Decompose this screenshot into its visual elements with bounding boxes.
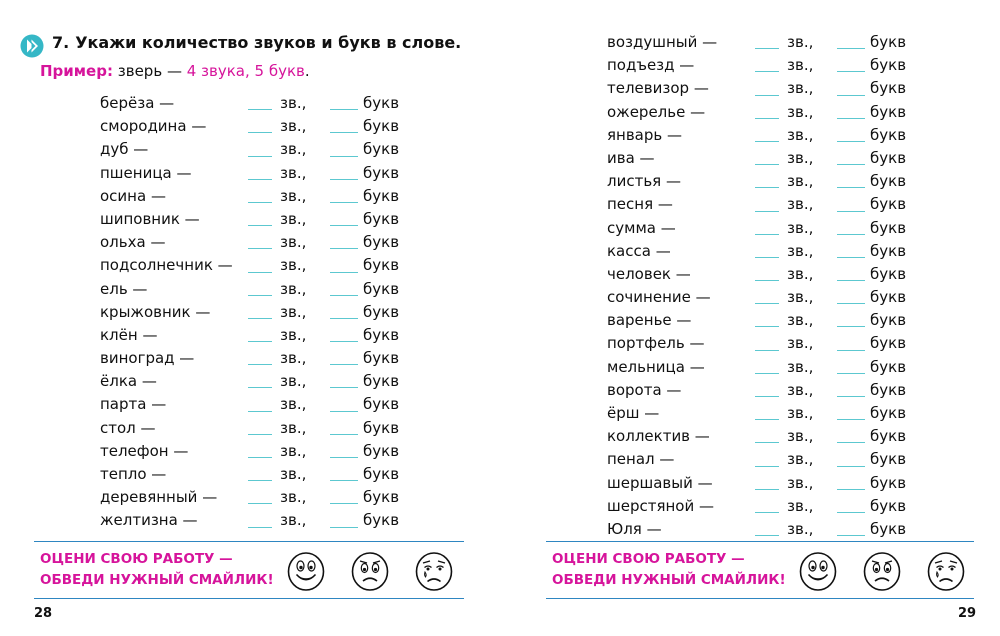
sounds-answer-blank[interactable] bbox=[755, 280, 779, 281]
sounds-label: зв., bbox=[787, 102, 814, 121]
word: ива — bbox=[607, 148, 655, 167]
sounds-answer-blank[interactable] bbox=[755, 489, 779, 490]
letters-answer-blank[interactable] bbox=[837, 95, 865, 96]
word: стол — bbox=[100, 418, 156, 437]
sounds-answer-blank[interactable] bbox=[755, 512, 779, 513]
sounds-label: зв., bbox=[280, 117, 307, 136]
letters-answer-blank[interactable] bbox=[330, 480, 358, 481]
letters-answer-blank[interactable] bbox=[330, 248, 358, 249]
letters-answer-blank[interactable] bbox=[837, 396, 865, 397]
word: шерстяной — bbox=[607, 496, 714, 515]
word-row bbox=[607, 77, 927, 100]
sounds-label: зв., bbox=[787, 311, 814, 330]
sounds-answer-blank[interactable] bbox=[248, 364, 272, 365]
sounds-answer-blank[interactable] bbox=[755, 535, 779, 536]
sounds-answer-blank[interactable] bbox=[248, 387, 272, 388]
letters-label: букв bbox=[363, 395, 400, 414]
sounds-answer-blank[interactable] bbox=[755, 350, 779, 351]
sounds-label: зв., bbox=[787, 79, 814, 98]
word: подъезд — bbox=[607, 56, 695, 75]
self-assessment-text bbox=[40, 549, 274, 591]
self-assessment-line1: ОЦЕНИ СВОЮ РАБОТУ — bbox=[552, 551, 745, 567]
letters-label: букв bbox=[870, 218, 907, 237]
letters-answer-blank[interactable] bbox=[330, 457, 358, 458]
letters-answer-blank[interactable] bbox=[330, 156, 358, 157]
letters-label: букв bbox=[870, 148, 907, 167]
sounds-label: зв., bbox=[280, 256, 307, 275]
sounds-answer-blank[interactable] bbox=[755, 234, 779, 235]
letters-answer-blank[interactable] bbox=[837, 164, 865, 165]
sounds-label: зв., bbox=[280, 302, 307, 321]
letters-label: букв bbox=[870, 288, 907, 307]
word-row bbox=[607, 286, 927, 309]
word: сочинение — bbox=[607, 288, 711, 307]
letters-answer-blank[interactable] bbox=[837, 257, 865, 258]
sounds-answer-blank[interactable] bbox=[755, 95, 779, 96]
self-assessment-line2: ОБВЕДИ НУЖНЫЙ СМАЙЛИК! bbox=[552, 572, 786, 588]
letters-answer-blank[interactable] bbox=[837, 48, 865, 49]
word-row bbox=[607, 518, 927, 541]
word: варенье — bbox=[607, 311, 692, 330]
sad-face-icon[interactable] bbox=[350, 550, 390, 592]
page-number-left: 28 bbox=[34, 606, 53, 621]
letters-answer-blank[interactable] bbox=[330, 225, 358, 226]
word-row bbox=[607, 379, 927, 402]
letters-label: букв bbox=[870, 172, 907, 191]
task-arrow-icon bbox=[20, 34, 44, 58]
sounds-label: зв., bbox=[787, 473, 814, 492]
sounds-answer-blank[interactable] bbox=[248, 295, 272, 296]
letters-answer-blank[interactable] bbox=[837, 535, 865, 536]
letters-label: букв bbox=[870, 496, 907, 515]
word: воздушный — bbox=[607, 33, 718, 51]
word: телевизор — bbox=[607, 79, 709, 98]
word-row bbox=[100, 463, 420, 486]
letters-label: букв bbox=[870, 311, 907, 330]
crying-face-icon[interactable] bbox=[414, 550, 454, 592]
sounds-label: зв., bbox=[787, 357, 814, 376]
word-row bbox=[100, 370, 420, 393]
sounds-label: зв., bbox=[787, 404, 814, 422]
letters-label: букв bbox=[870, 473, 907, 492]
sounds-label: зв., bbox=[787, 380, 814, 399]
word: коллектив — bbox=[607, 427, 710, 446]
word: январь — bbox=[607, 125, 682, 144]
word-row bbox=[607, 54, 927, 77]
letters-label: букв bbox=[870, 380, 907, 399]
letters-answer-blank[interactable] bbox=[330, 341, 358, 342]
sounds-label: зв., bbox=[280, 209, 307, 228]
word-row bbox=[607, 263, 927, 286]
letters-answer-blank[interactable] bbox=[837, 71, 865, 72]
sounds-answer-blank[interactable] bbox=[755, 118, 779, 119]
sounds-label: зв., bbox=[787, 33, 814, 51]
word: парта — bbox=[100, 395, 167, 414]
letters-label: букв bbox=[870, 125, 907, 144]
word-row bbox=[607, 217, 927, 240]
letters-label: букв bbox=[363, 209, 400, 228]
sounds-label: зв., bbox=[280, 488, 307, 507]
word-row bbox=[607, 147, 927, 170]
letters-answer-blank[interactable] bbox=[837, 466, 865, 467]
sounds-answer-blank[interactable] bbox=[755, 187, 779, 188]
letters-label: букв bbox=[870, 427, 907, 446]
letters-answer-blank[interactable] bbox=[837, 303, 865, 304]
sounds-answer-blank[interactable] bbox=[755, 141, 779, 142]
word-row bbox=[607, 101, 927, 124]
letters-label: букв bbox=[870, 241, 907, 260]
word-row bbox=[100, 208, 420, 231]
word: осина — bbox=[100, 186, 166, 205]
letters-answer-blank[interactable] bbox=[330, 109, 358, 110]
word-row bbox=[100, 185, 420, 208]
sounds-answer-blank[interactable] bbox=[248, 132, 272, 133]
sounds-answer-blank[interactable] bbox=[755, 419, 779, 420]
sounds-answer-blank[interactable] bbox=[248, 156, 272, 157]
word: ель — bbox=[100, 279, 148, 298]
letters-answer-blank[interactable] bbox=[837, 280, 865, 281]
sounds-label: зв., bbox=[280, 233, 307, 252]
task-number: 7. bbox=[52, 33, 70, 52]
letters-answer-blank[interactable] bbox=[837, 326, 865, 327]
sounds-answer-blank[interactable] bbox=[248, 341, 272, 342]
self-assessment-line2: ОБВЕДИ НУЖНЫЙ СМАЙЛИК! bbox=[40, 572, 274, 588]
sounds-label: зв., bbox=[787, 427, 814, 446]
sounds-answer-blank[interactable] bbox=[755, 211, 779, 212]
letters-label: букв bbox=[363, 488, 400, 507]
sounds-answer-blank[interactable] bbox=[755, 303, 779, 304]
letters-label: букв bbox=[363, 163, 400, 182]
word: касса — bbox=[607, 241, 671, 260]
letters-label: букв bbox=[363, 256, 400, 275]
sounds-answer-blank[interactable] bbox=[755, 164, 779, 165]
sounds-answer-blank[interactable] bbox=[755, 326, 779, 327]
word: листья — bbox=[607, 172, 681, 191]
word: Юля — bbox=[607, 519, 662, 538]
sounds-answer-blank[interactable] bbox=[755, 71, 779, 72]
letters-label: букв bbox=[870, 450, 907, 469]
word: смородина — bbox=[100, 117, 207, 136]
letters-label: букв bbox=[363, 140, 400, 159]
word-row bbox=[607, 309, 927, 332]
page-number-right: 29 bbox=[958, 606, 977, 621]
letters-label: букв bbox=[870, 334, 907, 353]
letters-answer-blank[interactable] bbox=[837, 211, 865, 212]
letters-answer-blank[interactable] bbox=[330, 132, 358, 133]
sounds-label: зв., bbox=[280, 372, 307, 391]
sounds-label: зв., bbox=[280, 441, 307, 460]
letters-label: букв bbox=[363, 279, 400, 298]
sounds-answer-blank[interactable] bbox=[248, 503, 272, 504]
crying-face-icon[interactable] bbox=[926, 550, 966, 592]
letters-label: букв bbox=[363, 441, 400, 460]
sounds-answer-blank[interactable] bbox=[248, 527, 272, 528]
letters-label: букв bbox=[363, 372, 400, 391]
word-row bbox=[100, 301, 420, 324]
sounds-label: зв., bbox=[280, 279, 307, 298]
word-row bbox=[100, 417, 420, 440]
letters-label: букв bbox=[870, 33, 907, 51]
task-title: Укажи количество звуков и букв в слове. bbox=[75, 33, 462, 52]
sounds-answer-blank[interactable] bbox=[248, 179, 272, 180]
word-row bbox=[100, 486, 420, 509]
self-assessment-line1: ОЦЕНИ СВОЮ РАБОТУ — bbox=[40, 551, 233, 567]
letters-answer-blank[interactable] bbox=[837, 442, 865, 443]
word-row bbox=[100, 138, 420, 161]
letters-label: букв bbox=[363, 117, 400, 136]
letters-answer-blank[interactable] bbox=[837, 512, 865, 513]
sounds-label: зв., bbox=[787, 288, 814, 307]
word-row bbox=[607, 332, 927, 355]
letters-answer-blank[interactable] bbox=[837, 141, 865, 142]
word-row bbox=[607, 495, 927, 518]
word-list-left bbox=[100, 92, 420, 533]
letters-label: букв bbox=[363, 325, 400, 344]
sounds-label: зв., bbox=[280, 140, 307, 159]
sounds-answer-blank[interactable] bbox=[248, 109, 272, 110]
sounds-answer-blank[interactable] bbox=[755, 396, 779, 397]
word: тепло — bbox=[100, 465, 167, 483]
word-row bbox=[100, 324, 420, 347]
happy-face-icon[interactable] bbox=[286, 550, 326, 592]
word-row bbox=[607, 356, 927, 379]
word-row bbox=[100, 509, 420, 532]
self-assessment-box bbox=[34, 541, 464, 599]
happy-face-icon[interactable] bbox=[798, 550, 838, 592]
word-row bbox=[607, 193, 927, 216]
letters-label: букв bbox=[363, 186, 400, 205]
sounds-answer-blank[interactable] bbox=[248, 318, 272, 319]
word-row bbox=[100, 393, 420, 416]
sounds-answer-blank[interactable] bbox=[248, 411, 272, 412]
letters-answer-blank[interactable] bbox=[330, 411, 358, 412]
word: ёрш — bbox=[607, 404, 660, 422]
sounds-answer-blank[interactable] bbox=[248, 248, 272, 249]
letters-answer-blank[interactable] bbox=[837, 350, 865, 351]
letters-answer-blank[interactable] bbox=[330, 179, 358, 180]
sounds-label: зв., bbox=[787, 450, 814, 469]
letters-answer-blank[interactable] bbox=[330, 202, 358, 203]
word-row bbox=[607, 425, 927, 448]
sounds-label: зв., bbox=[280, 163, 307, 182]
letters-label: букв bbox=[870, 264, 907, 283]
self-assessment-text bbox=[552, 549, 786, 591]
example-word: зверь — bbox=[117, 62, 182, 80]
word-row bbox=[607, 448, 927, 471]
word: портфель — bbox=[607, 334, 705, 353]
word: человек — bbox=[607, 264, 691, 283]
word: ворота — bbox=[607, 380, 682, 399]
sounds-label: зв., bbox=[787, 496, 814, 515]
word: песня — bbox=[607, 195, 673, 214]
sounds-answer-blank[interactable] bbox=[248, 202, 272, 203]
letters-label: букв bbox=[363, 511, 400, 530]
sounds-label: зв., bbox=[787, 125, 814, 144]
word: пшеница — bbox=[100, 163, 192, 182]
example-letters: 5 букв bbox=[254, 62, 305, 80]
sounds-label: зв., bbox=[787, 334, 814, 353]
sounds-answer-blank[interactable] bbox=[755, 257, 779, 258]
sounds-label: зв., bbox=[787, 56, 814, 75]
word-row bbox=[100, 440, 420, 463]
letters-answer-blank[interactable] bbox=[837, 373, 865, 374]
letters-answer-blank[interactable] bbox=[837, 419, 865, 420]
word-row bbox=[607, 402, 927, 425]
word-row bbox=[100, 231, 420, 254]
word: пенал — bbox=[607, 450, 675, 469]
letters-label: букв bbox=[363, 418, 400, 437]
sounds-answer-blank[interactable] bbox=[248, 480, 272, 481]
word: берёза — bbox=[100, 94, 175, 112]
letters-answer-blank[interactable] bbox=[330, 527, 358, 528]
sounds-answer-blank[interactable] bbox=[248, 272, 272, 273]
letters-answer-blank[interactable] bbox=[837, 187, 865, 188]
sounds-label: зв., bbox=[787, 172, 814, 191]
sounds-label: зв., bbox=[280, 465, 307, 483]
word: шиповник — bbox=[100, 209, 200, 228]
sounds-label: зв., bbox=[280, 395, 307, 414]
sounds-label: зв., bbox=[787, 264, 814, 283]
sounds-label: зв., bbox=[787, 519, 814, 538]
sounds-answer-blank[interactable] bbox=[755, 373, 779, 374]
task-heading bbox=[52, 33, 461, 52]
sounds-answer-blank[interactable] bbox=[755, 466, 779, 467]
example-label: Пример: bbox=[40, 62, 113, 80]
sounds-label: зв., bbox=[280, 94, 307, 112]
letters-answer-blank[interactable] bbox=[330, 503, 358, 504]
word: дуб — bbox=[100, 140, 149, 159]
word-row bbox=[100, 254, 420, 277]
word-row bbox=[607, 170, 927, 193]
word: мельница — bbox=[607, 357, 705, 376]
letters-label: букв bbox=[870, 519, 907, 538]
sounds-answer-blank[interactable] bbox=[248, 434, 272, 435]
word-row bbox=[607, 124, 927, 147]
sounds-answer-blank[interactable] bbox=[248, 225, 272, 226]
word: подсолнечник — bbox=[100, 256, 233, 275]
word: телефон — bbox=[100, 441, 189, 460]
word-row bbox=[607, 240, 927, 263]
letters-label: букв bbox=[870, 195, 907, 214]
word: виноград — bbox=[100, 349, 195, 368]
sounds-label: зв., bbox=[787, 241, 814, 260]
word-row bbox=[100, 347, 420, 370]
sad-face-icon[interactable] bbox=[862, 550, 902, 592]
letters-answer-blank[interactable] bbox=[330, 434, 358, 435]
word-row bbox=[100, 278, 420, 301]
word: ёлка — bbox=[100, 372, 157, 391]
word: сумма — bbox=[607, 218, 676, 237]
word: ольха — bbox=[100, 233, 166, 252]
word: ожерелье — bbox=[607, 102, 706, 121]
sounds-label: зв., bbox=[280, 418, 307, 437]
self-assessment-box bbox=[546, 541, 974, 599]
letters-label: букв bbox=[363, 302, 400, 321]
example-period: . bbox=[304, 62, 310, 80]
sounds-label: зв., bbox=[280, 325, 307, 344]
letters-answer-blank[interactable] bbox=[330, 295, 358, 296]
letters-label: букв bbox=[363, 349, 400, 368]
letters-label: букв bbox=[870, 404, 907, 422]
letters-answer-blank[interactable] bbox=[837, 489, 865, 490]
word: желтизна — bbox=[100, 511, 198, 530]
sounds-label: зв., bbox=[280, 349, 307, 368]
sounds-answer-blank[interactable] bbox=[755, 442, 779, 443]
word-row bbox=[607, 31, 927, 54]
word-row bbox=[100, 115, 420, 138]
letters-answer-blank[interactable] bbox=[330, 364, 358, 365]
word-row bbox=[100, 92, 420, 115]
letters-label: букв bbox=[870, 56, 907, 75]
sounds-label: зв., bbox=[280, 511, 307, 530]
word: клён — bbox=[100, 325, 158, 344]
word: крыжовник — bbox=[100, 302, 211, 321]
sounds-answer-blank[interactable] bbox=[248, 457, 272, 458]
letters-answer-blank[interactable] bbox=[837, 234, 865, 235]
letters-label: букв bbox=[870, 102, 907, 121]
letters-answer-blank[interactable] bbox=[330, 318, 358, 319]
word-list-right bbox=[607, 31, 927, 541]
letters-answer-blank[interactable] bbox=[837, 118, 865, 119]
letters-label: букв bbox=[363, 465, 400, 483]
letters-label: букв bbox=[870, 357, 907, 376]
sounds-label: зв., bbox=[787, 148, 814, 167]
example-sounds: 4 звука, bbox=[186, 62, 250, 80]
word-row bbox=[607, 472, 927, 495]
letters-label: букв bbox=[363, 233, 400, 252]
sounds-label: зв., bbox=[787, 218, 814, 237]
right-page bbox=[500, 0, 1000, 636]
letters-label: букв bbox=[363, 94, 400, 112]
example-line bbox=[40, 62, 310, 80]
word: деревянный — bbox=[100, 488, 218, 507]
word: шершавый — bbox=[607, 473, 713, 492]
letters-answer-blank[interactable] bbox=[330, 272, 358, 273]
letters-answer-blank[interactable] bbox=[330, 387, 358, 388]
word-row bbox=[100, 162, 420, 185]
sounds-label: зв., bbox=[280, 186, 307, 205]
sounds-label: зв., bbox=[787, 195, 814, 214]
sounds-answer-blank[interactable] bbox=[755, 48, 779, 49]
letters-label: букв bbox=[870, 79, 907, 98]
